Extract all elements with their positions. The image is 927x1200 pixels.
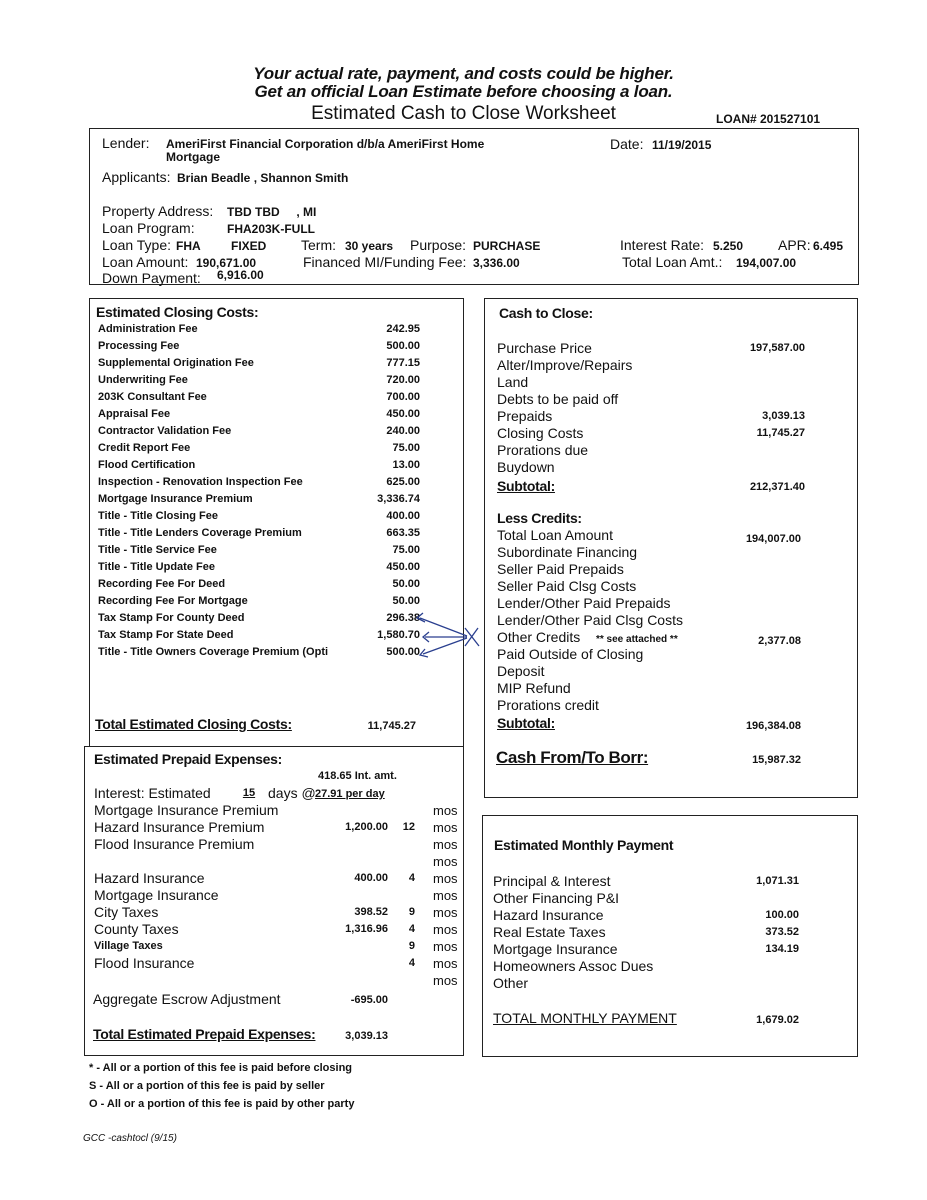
prepaid-months-unit: mos [433,888,458,903]
monthly-item-label: Hazard Insurance [493,907,604,923]
loan-number: LOAN# 201527101 [716,112,821,126]
closing-costs-total-value: 11,745.27 [367,720,416,732]
closing-cost-item-value: 240.00 [386,425,420,437]
loan-type-label: Loan Type: [102,237,172,253]
prepaid-total-label: Total Estimated Prepaid Expenses: [93,1026,316,1042]
credit-item-label: Lender/Other Paid Prepaids [497,595,671,611]
monthly-item-value: 1,071.31 [756,875,799,887]
total-loan-label: Total Loan Amt.: [622,254,723,270]
credit-item-label: Lender/Other Paid Clsg Costs [497,612,683,628]
cash-item-label: Prorations due [497,442,589,458]
handwritten-arrows-annotation [415,610,490,660]
cash-subtotal-value: 212,371.40 [749,481,805,493]
credit-item-label: MIP Refund [497,680,571,696]
prepaid-months-unit: mos [433,803,458,818]
closing-cost-item-label: Recording Fee For Deed [98,578,226,590]
closing-cost-item-label: Title - Title Service Fee [98,544,217,556]
closing-cost-item-label: Title - Title Owners Coverage Premium (Opti [98,646,329,658]
closing-cost-item-label: Flood Certification [98,459,196,471]
cash-item-value [705,374,805,391]
closing-cost-item-value: 50.00 [392,578,420,590]
monthly-item-value [713,890,799,907]
prepaid-months-unit: mos [433,837,458,852]
closing-cost-item-value: 13.00 [392,459,420,471]
credit-item-value [705,548,801,565]
prepaid-item-value: 1,316.96 [345,923,388,935]
closing-cost-item-value: 450.00 [386,408,420,420]
closing-cost-item-value: 450.00 [386,561,420,573]
prepaid-item-label: City Taxes [94,904,159,920]
closing-cost-item-value: 500.00 [386,646,420,658]
credit-item-label: Seller Paid Prepaids [497,561,624,577]
disclaimer-line-1: Your actual rate, payment, and costs could be higher. [253,64,674,83]
prepaid-item-months: 4 [408,923,415,935]
prepaid-item-label: Flood Insurance [94,955,195,971]
cash-item-value: 197,587.00 [749,342,805,354]
prepaid-item-months [395,853,415,870]
credit-item-label: Paid Outside of Closing [497,646,644,662]
prepaid-item-value [310,836,388,853]
closing-cost-item-value: 296.38 [386,612,420,624]
monthly-item-value [713,975,799,992]
loan-info-box [89,128,859,285]
closing-cost-item-value: 700.00 [386,391,420,403]
prepaid-item-value: 1,200.00 [345,821,388,833]
footnote-paid-by-seller: S - All or a portion of this fee is paid by seller [89,1080,325,1092]
aggregate-escrow-value: -695.00 [350,994,388,1006]
cash-item-label: Land [497,374,529,390]
prepaid-item-label: Mortgage Insurance [94,887,219,903]
prepaid-item-months [395,972,415,989]
credits-subtotal-label: Subtotal: [497,715,555,731]
credits-subtotal-value: 196,384.08 [745,720,801,732]
apr-value: 6.495 [813,239,844,253]
prepaid-item-label: Village Taxes [94,940,163,952]
purpose-label: Purpose: [410,237,467,253]
closing-costs-total-label: Total Estimated Closing Costs: [95,716,292,732]
credit-item-label: Deposit [497,663,545,679]
closing-cost-item-value: 663.35 [386,527,420,539]
prepaid-item-label: Mortgage Insurance Premium [94,802,279,818]
apr-label: APR: [778,237,811,253]
monthly-item-label: Homeowners Assoc Dues [493,958,654,974]
closing-costs-title: Estimated Closing Costs: [96,304,259,320]
closing-cost-item-label: Contractor Validation Fee [98,425,232,437]
credit-item-value [705,684,801,701]
date-label: Date: [610,136,644,152]
loan-amount-label: Loan Amount: [102,254,189,270]
closing-cost-item-label: Title - Title Closing Fee [98,510,219,522]
credit-item-value: 2,377.08 [758,635,801,647]
total-monthly-value: 1,679.02 [756,1014,799,1026]
cash-from-borrower-label: Cash From/To Borr: [496,748,649,767]
purpose-value: PURCHASE [473,239,541,253]
credit-item-label: Subordinate Financing [497,544,638,560]
prepaid-months-unit: mos [433,973,458,988]
cash-item-label: Debts to be paid off [497,391,619,407]
closing-cost-item-label: Credit Report Fee [98,442,191,454]
total-loan-value: 194,007.00 [736,256,797,270]
closing-cost-item-label: Inspection - Renovation Inspection Fee [98,476,303,488]
closing-cost-item-value: 1,580.70 [377,629,420,641]
closing-cost-item-label: 203K Consultant Fee [98,391,207,403]
monthly-payment-box [482,815,858,1057]
prepaid-item-months: 4 [408,957,415,969]
prepaid-expenses-box [84,746,464,1056]
credit-item-value [705,599,801,616]
monthly-item-label: Other [493,975,529,991]
prepaid-item-value [310,802,388,819]
monthly-item-label: Other Financing P&I [493,890,620,906]
closing-cost-item-label: Underwriting Fee [98,374,188,386]
less-credits-title: Less Credits: [497,510,582,526]
closing-cost-item-value: 400.00 [386,510,420,522]
credit-item-value [705,582,801,599]
cash-to-close-box [484,298,858,798]
credit-item-value [705,565,801,582]
prepaid-item-label: Hazard Insurance [94,870,205,886]
down-payment-label: Down Payment: [102,270,201,286]
monthly-item-value [713,958,799,975]
loan-amount-value: 190,671.00 [196,256,257,270]
loan-type-value: FHA [176,239,201,253]
credit-item-value: 194,007.00 [745,533,801,545]
credit-item-value [705,701,801,718]
monthly-payment-title: Estimated Monthly Payment [494,837,674,853]
closing-cost-item-label: Processing Fee [98,340,180,352]
financed-mi-label: Financed MI/Funding Fee: [303,254,467,270]
monthly-item-value: 134.19 [765,943,799,955]
cash-item-label: Purchase Price [497,340,592,356]
closing-cost-item-label: Appraisal Fee [98,408,171,420]
term-value: 30 years [345,239,394,253]
monthly-item-value: 373.52 [765,926,799,938]
closing-cost-item-value: 50.00 [392,595,420,607]
prepaid-item-value [310,887,388,904]
cash-item-value: 3,039.13 [762,410,805,422]
closing-cost-item-label: Recording Fee For Mortgage [98,595,248,607]
prepaid-item-value [310,972,388,989]
closing-cost-item-value: 75.00 [392,442,420,454]
closing-cost-item-label: Administration Fee [98,323,198,335]
lender-value-2: Mortgage [166,150,220,164]
cash-subtotal-label: Subtotal: [497,478,555,494]
prepaid-months-unit: mos [433,956,458,971]
cash-item-label: Closing Costs [497,425,584,441]
total-monthly-label: TOTAL MONTHLY PAYMENT [493,1010,677,1026]
property-label: Property Address: [102,203,214,219]
cash-item-label: Buydown [497,459,555,475]
prepaid-item-label: Flood Insurance Premium [94,836,255,852]
credit-item-label: Seller Paid Clsg Costs [497,578,637,594]
closing-cost-item-value: 625.00 [386,476,420,488]
closing-cost-item-label: Title - Title Update Fee [98,561,215,573]
prepaid-item-months [395,887,415,904]
applicants-value: Brian Beadle , Shannon Smith [177,171,349,185]
prepaid-item-value: 398.52 [354,906,388,918]
down-payment-value: 6,916.00 [217,268,264,282]
closing-cost-item-label: Title - Title Lenders Coverage Premium [98,527,302,539]
closing-cost-item-label: Supplemental Origination Fee [98,357,254,369]
prepaid-months-unit: mos [433,854,458,869]
prepaid-item-months: 4 [408,872,415,884]
closing-cost-item-value: 75.00 [392,544,420,556]
cash-item-value [705,391,805,408]
cash-item-value [705,459,805,476]
interest-days: 15 [242,787,256,799]
credit-item-label: Prorations credit [497,697,599,713]
interest-per-day: 27.91 per day [315,788,385,800]
interest-rate-value: 5.250 [713,239,744,253]
program-value: FHA203K-FULL [227,222,316,236]
prepaid-months-unit: mos [433,922,458,937]
cash-from-borrower-value: 15,987.32 [752,754,801,766]
closing-cost-item-value: 3,336.74 [377,493,420,505]
see-attached-note: ** see attached ** [596,634,678,645]
cash-item-value: 11,745.27 [756,427,805,439]
footnote-paid-by-other: O - All or a portion of this fee is paid by other party [89,1098,355,1110]
cash-item-value [705,357,805,374]
cash-item-label: Prepaids [497,408,553,424]
closing-cost-item-value: 777.15 [386,357,420,369]
term-label: Term: [301,237,336,253]
cash-item-label: Alter/Improve/Repairs [497,357,633,373]
property-value: TBD TBD , MI [227,205,317,219]
interest-label: Interest: Estimated [94,785,211,801]
monthly-item-value: 100.00 [765,909,799,921]
monthly-item-label: Principal & Interest [493,873,611,889]
prepaid-item-label: Hazard Insurance Premium [94,819,265,835]
aggregate-escrow-label: Aggregate Escrow Adjustment [93,991,281,1007]
prepaid-item-value [310,938,388,955]
lender-value-1: AmeriFirst Financial Corporation d/b/a AmeriFirst Home [166,137,485,151]
prepaid-months-unit: mos [433,939,458,954]
credit-item-label: Total Loan Amount [497,527,613,543]
prepaid-item-months: 9 [408,940,415,952]
prepaid-item-value: 400.00 [354,872,388,884]
footnote-before-closing: * - All or a portion of this fee is paid before closing [89,1062,353,1074]
financed-mi-value: 3,336.00 [473,256,520,270]
prepaid-title: Estimated Prepaid Expenses: [94,751,282,767]
closing-cost-item-value: 720.00 [386,374,420,386]
cash-item-value [705,442,805,459]
prepaid-item-label: County Taxes [94,921,179,937]
prepaid-item-months [395,836,415,853]
credit-item-value [705,667,801,684]
prepaid-total-value: 3,039.13 [345,1030,388,1042]
credit-item-label: Other Credits [497,629,581,645]
fixed-value: FIXED [231,239,267,253]
monthly-item-label: Real Estate Taxes [493,924,606,940]
lender-label: Lender: [102,135,150,151]
closing-cost-item-label: Mortgage Insurance Premium [98,493,253,505]
disclaimer-line-2: Get an official Loan Estimate before choosing a loan. [254,82,673,101]
prepaid-months-unit: mos [433,905,458,920]
credit-item-value [705,650,801,667]
closing-cost-item-value: 242.95 [386,323,420,335]
program-label: Loan Program: [102,220,195,236]
prepaid-item-months: 12 [402,821,415,833]
interest-days-suffix: days @ [268,785,316,801]
interest-rate-label: Interest Rate: [620,237,705,253]
prepaid-item-months [395,802,415,819]
closing-cost-item-value: 500.00 [386,340,420,352]
page-title: Estimated Cash to Close Worksheet [311,103,616,124]
prepaid-item-value [310,853,388,870]
prepaid-months-unit: mos [433,820,458,835]
closing-costs-box [89,298,464,747]
form-id: GCC -cashtocl (9/15) [83,1133,177,1144]
interest-amount: 418.65 Int. amt. [318,770,397,782]
applicants-label: Applicants: [102,169,171,185]
closing-cost-item-label: Tax Stamp For State Deed [98,629,234,641]
cash-to-close-title: Cash to Close: [499,305,593,321]
prepaid-item-months: 9 [408,906,415,918]
date-value: 11/19/2015 [652,138,712,152]
credit-item-value [705,616,801,633]
closing-cost-item-label: Tax Stamp For County Deed [98,612,245,624]
prepaid-months-unit: mos [433,871,458,886]
prepaid-item-value [310,955,388,972]
monthly-item-label: Mortgage Insurance [493,941,618,957]
